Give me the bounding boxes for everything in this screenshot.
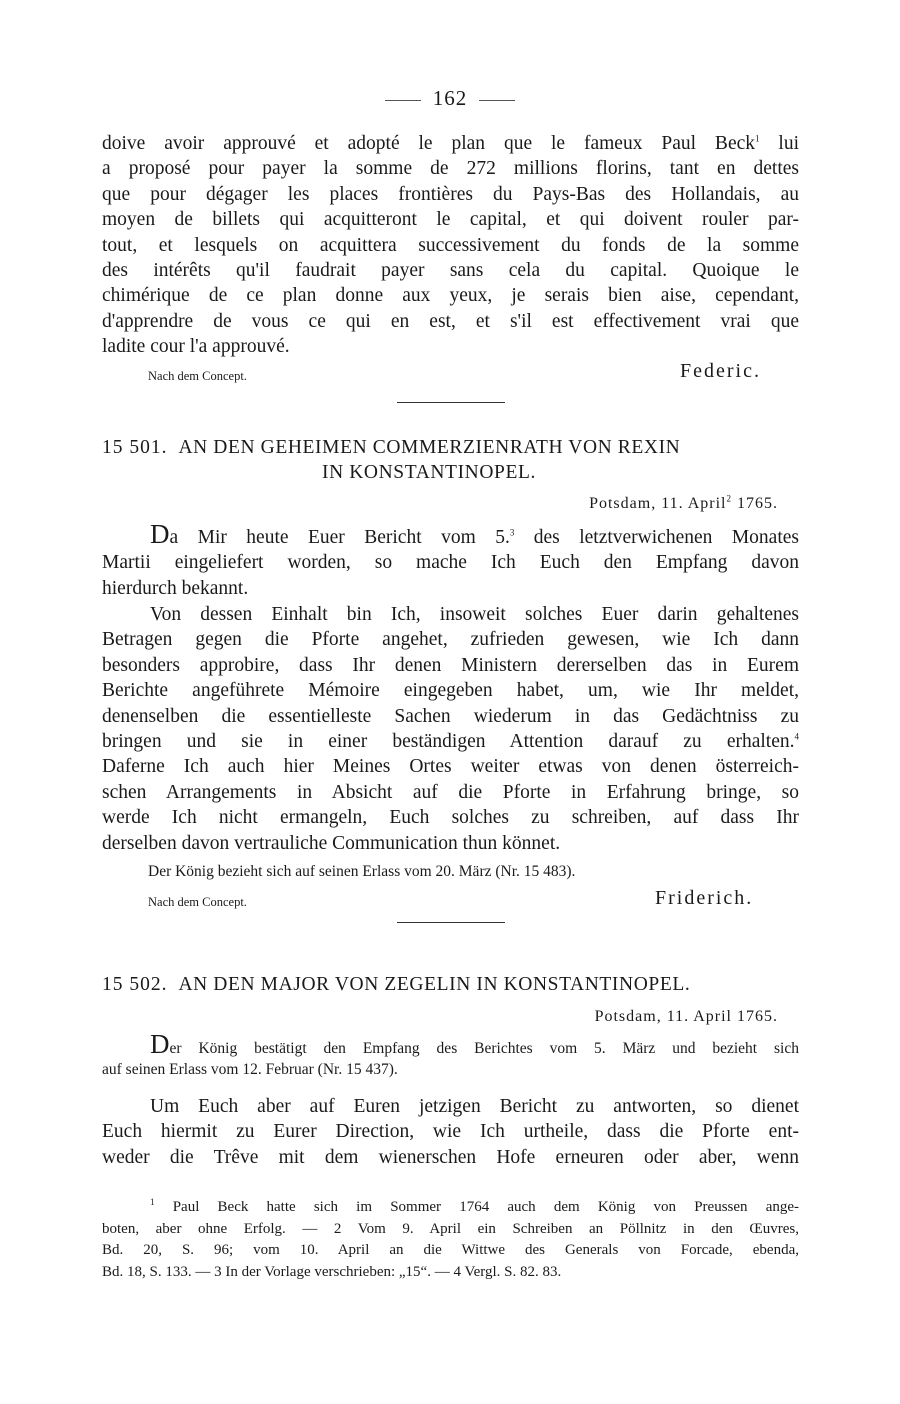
footnote-mark: 2 — [726, 493, 732, 504]
text-line: Der König bestätigt den Empfang des Berichtes vom 5. März und bezieht sich — [150, 1029, 799, 1059]
signature: Friderich. — [655, 887, 754, 909]
source-note: Nach dem Concept. — [148, 369, 247, 383]
footnote-line: Bd. 20, S. 96; vom 10. April an die Wittwe des Generals von Forcade, ebenda, — [102, 1242, 799, 1258]
header-rule-right — [479, 100, 515, 101]
section-rule — [397, 402, 505, 403]
footnote-mark: 4 — [794, 731, 799, 742]
text-line: que pour dégager les places frontières du Pays-Bas des Hollandais, au — [102, 183, 799, 205]
text-line: Daferne Ich auch hier Meines Ortes weiter etwas von denen österreich- — [102, 756, 799, 778]
page-number: 162 — [432, 86, 468, 110]
text-line: des intérêts qu'il faudrait payer sans cela du capital. Quoique le — [102, 260, 799, 282]
text-line: Von dessen Einhalt bin Ich, insoweit solches Euer darin gehaltenes — [150, 604, 799, 625]
letter-prev-text — [102, 131, 799, 360]
text-line: Um Euch aber auf Euren jetzigen Bericht zu antworten, so dienet — [150, 1096, 799, 1117]
text-line: Euch hiermit zu Eurer Direction, wie Ich urtheile, dass die Pforte ent- — [102, 1121, 799, 1143]
text-line: schen Arrangements in Absicht auf die Pforte in Erfahrung bringe, so — [102, 781, 799, 803]
section-rule — [397, 922, 505, 923]
letter-heading — [102, 972, 802, 997]
letter-15501-para1 — [102, 519, 799, 601]
text-line: Martii eingeliefert worden, so mache Ich Euch den Empfang davon — [102, 552, 799, 574]
letter-15501-para2 — [102, 602, 799, 856]
text-line: a proposé pour payer la somme de 272 millions florins, tant en dettes — [102, 158, 799, 180]
text-line: moyen de billets qui acquitteront le capital, et qui doivent rouler par- — [102, 209, 799, 231]
drop-cap: D — [150, 1029, 170, 1059]
footnotes — [102, 1197, 799, 1283]
letter-number: 15 501. — [102, 437, 168, 458]
footnote-line: $^1$ Paul Beck hatte sich im Sommer 1764 auch dem König von Preussen ange- — [150, 1197, 800, 1215]
page-header — [0, 86, 900, 111]
heading-line: AN DEN MAJOR VON ZEGELIN IN KONSTANTINOPEL. — [178, 974, 691, 995]
text-line: Da Mir heute Euer Bericht vom 5.$^3$ des letztverwichenen Monates — [150, 519, 799, 549]
text-line: besonders approbire, dass Ihr denen Ministern dererselben das in Eurem — [102, 654, 799, 676]
footnote-line: Bd. 18, S. 133. — 3 In der Vorlage verschrieben: „15“. — 4 Vergl. S. 82. 83. — [102, 1263, 562, 1280]
footnote-mark: 3 — [509, 527, 515, 538]
text-line: auf seinen Erlass vom 12. Februar (Nr. 15 437). — [102, 1061, 398, 1078]
text-line: weder die Trêve mit dem wienerschen Hofe erneuren oder aber, wenn — [102, 1146, 799, 1168]
footnote-mark: 1 — [755, 133, 760, 144]
drop-cap: D — [150, 519, 170, 549]
heading-line: AN DEN GEHEIMEN COMMERZIENRATH VON REXIN — [178, 437, 681, 458]
signature: Federic. — [680, 360, 761, 382]
footnote-line: boten, aber ohne Erfolg. — 2 Vom 9. April ein Schreiben an Pöllnitz in den Œuvres, — [102, 1220, 799, 1237]
text-line: ladite cour l'a approuvé. — [102, 336, 290, 358]
text-line: tout, et lesquels on acquittera successivement du fonds de la somme — [102, 234, 799, 256]
letter-heading — [102, 435, 802, 460]
letter-number: 15 502. — [102, 974, 168, 995]
dateline: Potsdam, 11. April$^2$ 1765. — [589, 493, 778, 512]
text-line: werde Ich nicht ermangeln, Euch solches zu schreiben, auf dass Ihr — [102, 807, 799, 829]
letter-15502-summary — [102, 1029, 799, 1080]
editor-note: Der König bezieht sich auf seinen Erlass vom 20. März (Nr. 15 483). — [148, 863, 576, 880]
footnote-mark: 1 — [150, 1197, 155, 1207]
text-line: derselben davon vertrauliche Communication thun könnet. — [102, 832, 561, 854]
text-line: d'apprendre de vous ce qui en est, et s'il est effectivement vrai que — [102, 310, 799, 332]
text-line: Betragen gegen die Pforte angehet, zufrieden gewesen, wie Ich dann — [102, 629, 799, 651]
dateline: Potsdam, 11. April 1765. — [594, 1008, 778, 1025]
text-line: denenselben die essentielleste Sachen wiederum in das Gedächtniss zu — [102, 705, 799, 727]
text-line: doive avoir approuvé et adopté le plan que le fameux Paul Beck$^1$ lui — [102, 133, 799, 154]
text-line: Berichte angeführete Mémoire eingegeben habet, um, wie Ihr meldet, — [102, 680, 799, 702]
letter-15502-para — [102, 1094, 799, 1170]
source-note: Nach dem Concept. — [148, 895, 247, 909]
text-line: hierdurch bekannt. — [102, 577, 249, 599]
heading-line: IN KONSTANTINOPEL. — [322, 462, 536, 483]
header-rule-left — [385, 100, 421, 101]
text-line: chimérique de ce plan donne aux yeux, je serais bien aise, cependant, — [102, 285, 799, 307]
text-line: bringen und sie in einer beständigen Attention darauf zu erhalten.$^4$ — [102, 731, 799, 753]
